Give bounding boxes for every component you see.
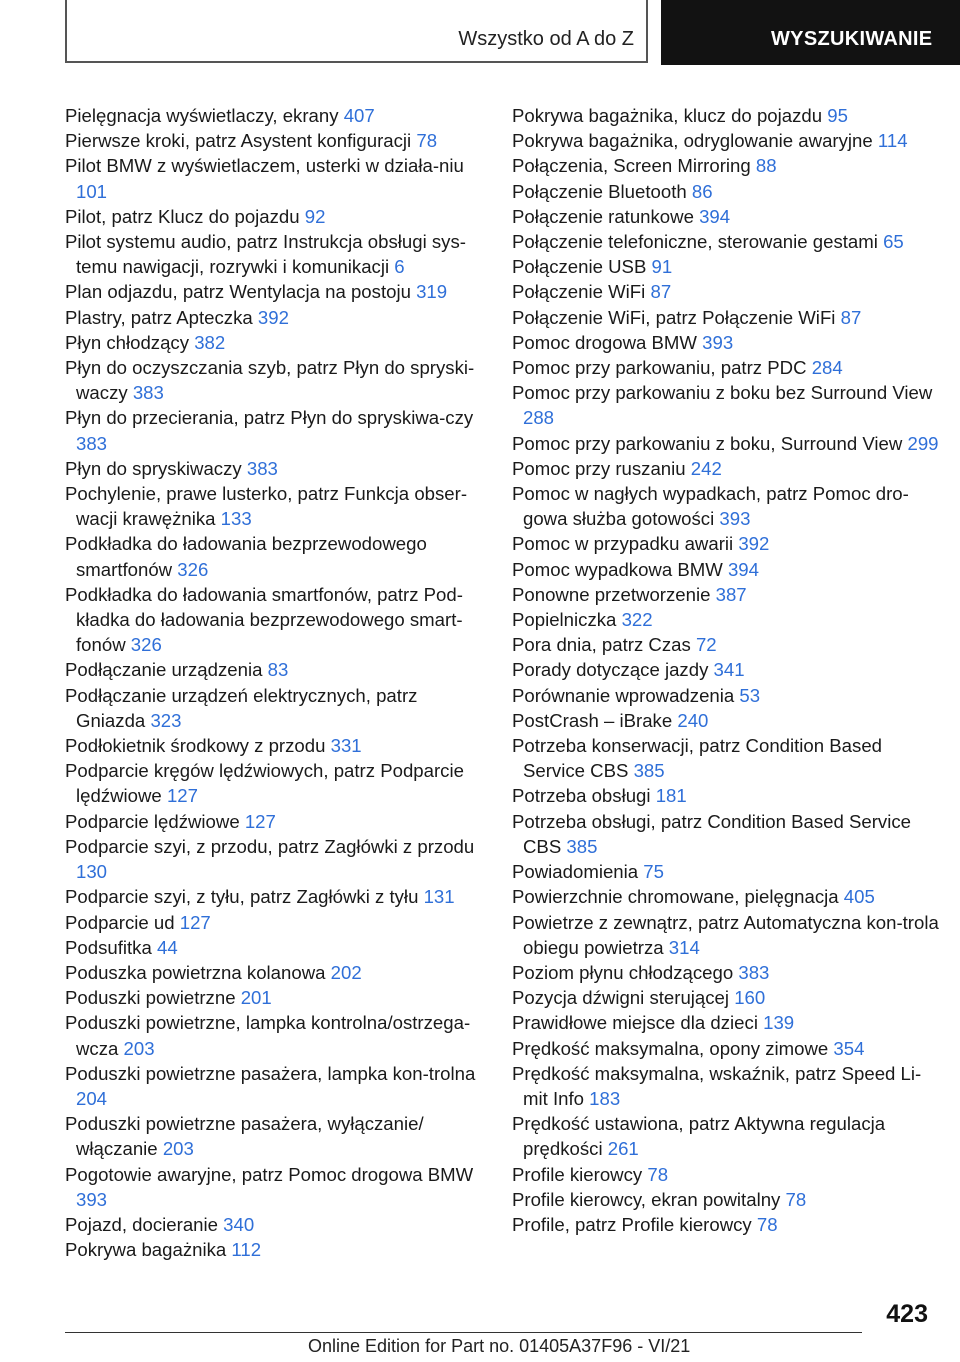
index-entry [65, 456, 485, 481]
entry-text: PostCrash – iBrake [512, 709, 673, 731]
entry-text: Profile, patrz Profile kierowcy [512, 1213, 752, 1235]
index-entry [65, 1061, 485, 1111]
page-link[interactable]: 78 [647, 1163, 669, 1185]
index-entry [512, 254, 942, 279]
page-link[interactable]: 331 [330, 735, 362, 757]
entry-text: Połączenia, Screen Mirroring [512, 155, 751, 177]
index-entry [512, 557, 942, 582]
entry-text: Ponowne przetworzenie [512, 583, 711, 605]
page-link[interactable]: 53 [739, 684, 761, 706]
entry-text: Pilot, patrz Klucz do pojazdu [65, 205, 300, 227]
entry-text: Poduszki powietrzne pasażera, wyłączanie/ włączanie [65, 1113, 424, 1160]
index-entry [512, 632, 942, 657]
page-link[interactable]: 204 [76, 1087, 108, 1109]
entry-text: Płyn do przecierania, patrz Płyn do spryskiwa‐czy [65, 407, 474, 429]
index-column-left [65, 103, 485, 1262]
header-chapter-box [65, 0, 648, 63]
page-link[interactable]: 83 [267, 659, 289, 681]
entry-text: Pilot BMW z wyświetlaczem, usterki w działa‐niu [65, 155, 464, 177]
page-link[interactable]: 326 [177, 558, 209, 580]
index-entry [512, 1111, 942, 1161]
page-link[interactable]: 340 [223, 1213, 255, 1235]
page-link[interactable]: 91 [651, 256, 673, 278]
entry-text: Prawidłowe miejsce dla dzieci [512, 1012, 758, 1034]
entry-text: Podparcie kręgów lędźwiowych, patrz Podparcie lędźwiowe [65, 760, 464, 807]
entry-text: Pokrywa bagażnika, klucz do pojazdu [512, 105, 823, 126]
index-entry [512, 783, 942, 808]
entry-text: Pielęgnacja wyświetlaczy, ekrany [65, 105, 339, 126]
page-link[interactable]: 314 [668, 936, 700, 958]
index-entry [512, 204, 942, 229]
page-link[interactable]: 127 [244, 810, 276, 832]
page-link[interactable]: 383 [76, 432, 108, 454]
index-entry [512, 380, 942, 430]
entry-text: Połączenie USB [512, 256, 647, 278]
page-link[interactable]: 72 [695, 634, 717, 656]
page-link[interactable]: 407 [343, 105, 375, 126]
page-link[interactable]: 112 [231, 1239, 262, 1261]
entry-text: Plastry, patrz Apteczka [65, 306, 253, 328]
page-link[interactable]: 160 [734, 987, 766, 1009]
entry-text: Podsufitka [65, 936, 152, 958]
index-entry [65, 128, 485, 153]
page-link[interactable]: 131 [423, 886, 455, 908]
page-link[interactable]: 101 [76, 180, 108, 202]
page-link[interactable]: 78 [756, 1213, 778, 1235]
index-entry [512, 355, 942, 380]
index-entry [65, 1010, 485, 1060]
index-entry [512, 733, 942, 783]
index-column-right [512, 103, 942, 1237]
entry-text: Potrzeba konserwacji, patrz Condition Based Service CBS [512, 735, 883, 782]
index-entry [65, 657, 485, 682]
entry-text: Pochylenie, prawe lusterko, patrz Funkcja obser‐wacji krawężnika [65, 483, 468, 530]
index-entry [512, 1061, 942, 1111]
index-entry [512, 1212, 942, 1237]
index-entry [512, 305, 942, 330]
index-entry [512, 985, 942, 1010]
index-entry [512, 607, 942, 632]
index-entry [512, 229, 942, 254]
page-link[interactable]: 78 [785, 1188, 807, 1210]
entry-text: Pomoc drogowa BMW [512, 331, 697, 353]
page-link[interactable]: 88 [755, 155, 777, 177]
entry-text: Pilot systemu audio, patrz Instrukcja obsługi sys‐temu nawigacji, rozrywki i komunikacji [65, 231, 466, 278]
entry-text: Pomoc przy parkowaniu z boku bez Surround View [512, 382, 933, 404]
page-link[interactable]: 202 [330, 961, 362, 983]
entry-text: Podparcie lędźwiowe [65, 810, 240, 832]
entry-text: Powietrze z zewnątrz, patrz Automatyczna kon‐trola obiegu powietrza [512, 911, 939, 958]
entry-text: Popielniczka [512, 609, 617, 631]
page-link[interactable]: 203 [123, 1037, 155, 1059]
index-entry [65, 733, 485, 758]
index-entry [512, 1036, 942, 1061]
entry-text: Połączenie Bluetooth [512, 180, 687, 202]
index-entry [512, 481, 942, 531]
index-entry [512, 103, 942, 128]
page-link[interactable]: 92 [304, 205, 326, 227]
footer-divider [65, 1332, 862, 1333]
page-link[interactable]: 322 [621, 609, 653, 631]
entry-text: Pomoc wypadkowa BMW [512, 558, 723, 580]
index-entry [65, 1111, 485, 1161]
index-entry [65, 985, 485, 1010]
entry-text: Pomoc w nagłych wypadkach, patrz Pomoc dro‐gowa służba gotowości [512, 483, 909, 530]
index-entry [512, 179, 942, 204]
entry-text: Pozycja dźwigni sterującej [512, 987, 730, 1009]
entry-text: Pomoc przy ruszaniu [512, 457, 686, 479]
index-entry [512, 884, 942, 909]
entry-text: Poduszki powietrzne [65, 987, 236, 1009]
index-entry [512, 582, 942, 607]
page-link[interactable]: 240 [677, 709, 709, 731]
page-link[interactable]: 127 [179, 911, 211, 933]
index-entry [65, 405, 485, 455]
index-entry [65, 582, 485, 658]
page-link[interactable]: 6 [394, 256, 405, 278]
page-link[interactable]: 383 [246, 457, 278, 479]
index-entry [512, 859, 942, 884]
page-link[interactable]: 299 [907, 432, 939, 454]
page-link[interactable]: 385 [566, 835, 598, 857]
entry-text: Pokrywa bagażnika [65, 1239, 227, 1261]
index-entry [65, 834, 485, 884]
entry-text: Potrzeba obsługi [512, 785, 651, 807]
page-link[interactable]: 95 [827, 105, 848, 126]
page-link[interactable]: 78 [416, 130, 438, 152]
page-link[interactable]: 393 [76, 1188, 108, 1210]
page-link[interactable]: 393 [702, 331, 734, 353]
index-entry [65, 204, 485, 229]
page-link[interactable]: 261 [607, 1138, 639, 1160]
entry-text: Powierzchnie chromowane, pielęgnacja [512, 886, 839, 908]
page-link[interactable]: 242 [690, 457, 722, 479]
entry-text: Podkładka do ładowania bezprzewodowego smartfonów [65, 533, 427, 580]
entry-text: Podłokietnik środkowy z przodu [65, 735, 326, 757]
page-link[interactable]: 394 [727, 558, 759, 580]
index-entry [512, 1162, 942, 1187]
entry-text: Profile kierowcy, ekran powitalny [512, 1188, 781, 1210]
page-link[interactable]: 181 [655, 785, 687, 807]
index-entry [65, 229, 485, 279]
index-entry [65, 683, 485, 733]
index-entry [65, 809, 485, 834]
page-link[interactable]: 385 [633, 760, 665, 782]
index-entry [65, 355, 485, 405]
index-entry [512, 128, 942, 153]
entry-text: Pomoc w przypadku awarii [512, 533, 734, 555]
index-entry [512, 657, 942, 682]
page-link[interactable]: 127 [166, 785, 198, 807]
entry-text: Podparcie ud [65, 911, 175, 933]
index-entry [65, 758, 485, 808]
entry-text: Poduszki powietrzne, lampka kontrolna/ostrzega‐wcza [65, 1012, 471, 1059]
entry-text: Połączenie ratunkowe [512, 205, 694, 227]
index-entry [65, 103, 485, 128]
footer-edition: Online Edition for Part no. 01405A37F96 - VI/21 [308, 1336, 691, 1356]
entry-text: Połączenie WiFi [512, 281, 646, 303]
page-link[interactable]: 86 [691, 180, 713, 202]
entry-text: Porady dotyczące jazdy [512, 659, 709, 681]
index-entry [512, 1187, 942, 1212]
entry-text: Prędkość ustawiona, patrz Aktywna regulacja prędkości [512, 1113, 886, 1160]
index-entry [65, 884, 485, 909]
index-entry [65, 1212, 485, 1237]
entry-text: Prędkość maksymalna, wskaźnik, patrz Speed Li‐mit Info [512, 1062, 922, 1109]
index-entry [512, 431, 942, 456]
index-entry [512, 910, 942, 960]
entry-text: Podkładka do ładowania smartfonów, patrz Pod‐kładka do ładowania bezprzewodowego smart‐fonów [65, 583, 463, 656]
index-entry [65, 531, 485, 581]
entry-text: Pora dnia, patrz Czas [512, 634, 691, 656]
entry-text: Pogotowie awaryjne, patrz Pomoc drogowa BMW [65, 1163, 474, 1185]
page-link[interactable]: 393 [719, 508, 751, 530]
page-link[interactable]: 326 [130, 634, 162, 656]
page-link[interactable]: 87 [840, 306, 862, 328]
index-entry [512, 1010, 942, 1035]
index-entry [65, 1162, 485, 1212]
page-link[interactable]: 382 [194, 331, 226, 353]
entry-text: Połączenie WiFi, patrz Połączenie WiFi [512, 306, 836, 328]
entry-text: Potrzeba obsługi, patrz Condition Based Service CBS [512, 810, 911, 857]
page-link[interactable]: 114 [877, 130, 908, 152]
index-entry [512, 531, 942, 556]
entry-text: Płyn do spryskiwaczy [65, 457, 242, 479]
entry-text: Podparcie szyi, z przodu, patrz Zagłówki z przodu [65, 835, 475, 857]
page-link[interactable]: 284 [811, 357, 843, 379]
chapter-title: Wszystko od A do Z [458, 28, 634, 50]
page-link[interactable]: 133 [220, 508, 252, 530]
entry-text: Podparcie szyi, z tyłu, patrz Zagłówki z tyłu [65, 886, 419, 908]
index-entry [65, 153, 485, 203]
entry-text: Poduszki powietrzne pasażera, lampka kon‐trolna [65, 1062, 476, 1084]
entry-text: Profile kierowcy [512, 1163, 643, 1185]
page-link[interactable]: 288 [523, 407, 555, 429]
page-link[interactable]: 203 [162, 1138, 194, 1160]
entry-text: Porównanie wprowadzenia [512, 684, 735, 706]
index-entry [65, 935, 485, 960]
page-link[interactable]: 323 [150, 709, 182, 731]
entry-text: Poduszka powietrzna kolanowa [65, 961, 326, 983]
page-link[interactable]: 44 [157, 936, 178, 958]
entry-text: Pierwsze kroki, patrz Asystent konfiguracji [65, 130, 412, 152]
index-entry [65, 279, 485, 304]
entry-text: Pomoc przy parkowaniu z boku, Surround View [512, 432, 903, 454]
page-number: 423 [886, 1300, 928, 1328]
entry-text: Plan odjazdu, patrz Wentylacja na postoju [65, 281, 411, 303]
index-entry [512, 960, 942, 985]
index-entry [512, 809, 942, 859]
page-link[interactable]: 354 [833, 1037, 865, 1059]
index-entry [65, 481, 485, 531]
index-entry [65, 960, 485, 985]
page-link[interactable]: 201 [240, 987, 272, 1009]
page-link[interactable]: 392 [257, 306, 289, 328]
index-entry [65, 910, 485, 935]
entry-text: Płyn do oczyszczania szyb, patrz Płyn do spryski‐waczy [65, 357, 475, 404]
index-entry [512, 279, 942, 304]
index-entry [512, 683, 942, 708]
entry-text: Poziom płynu chłodzącego [512, 961, 734, 983]
entry-text: Prędkość maksymalna, opony zimowe [512, 1037, 829, 1059]
page-link[interactable]: 383 [738, 961, 770, 983]
page-link[interactable]: 387 [715, 583, 747, 605]
index-entry [512, 153, 942, 178]
entry-text: Pomoc przy parkowaniu, patrz PDC [512, 357, 807, 379]
entry-text: Podłączanie urządzenia [65, 659, 263, 681]
index-entry [65, 1237, 485, 1262]
page-link[interactable]: 75 [643, 861, 664, 883]
header-section-tab[interactable] [661, 0, 960, 65]
section-title: WYSZUKIWANIE [771, 28, 933, 50]
entry-text: Podłączanie urządzeń elektrycznych, patrz Gniazda [65, 684, 418, 731]
page-link[interactable]: 130 [76, 861, 108, 883]
index-entry [512, 456, 942, 481]
page-link[interactable]: 383 [132, 382, 164, 404]
page-link[interactable]: 139 [763, 1012, 795, 1034]
page-link[interactable]: 65 [883, 231, 904, 253]
page-link[interactable]: 183 [589, 1087, 621, 1109]
entry-text: Powiadomienia [512, 861, 639, 883]
entry-text: Pokrywa bagażnika, odryglowanie awaryjne [512, 130, 873, 152]
entry-text: Płyn chłodzący [65, 331, 190, 353]
page-link[interactable]: 319 [416, 281, 448, 303]
page-link[interactable]: 87 [650, 281, 672, 303]
page-link[interactable]: 341 [713, 659, 745, 681]
index-entry [65, 305, 485, 330]
page-link[interactable]: 405 [843, 886, 875, 908]
page-link[interactable]: 392 [738, 533, 770, 555]
entry-text: Pojazd, docieranie [65, 1213, 218, 1235]
index-entry [512, 708, 942, 733]
index-entry [512, 330, 942, 355]
page-link[interactable]: 394 [699, 205, 731, 227]
entry-text: Połączenie telefoniczne, sterowanie gestami [512, 231, 878, 253]
index-entry [65, 330, 485, 355]
